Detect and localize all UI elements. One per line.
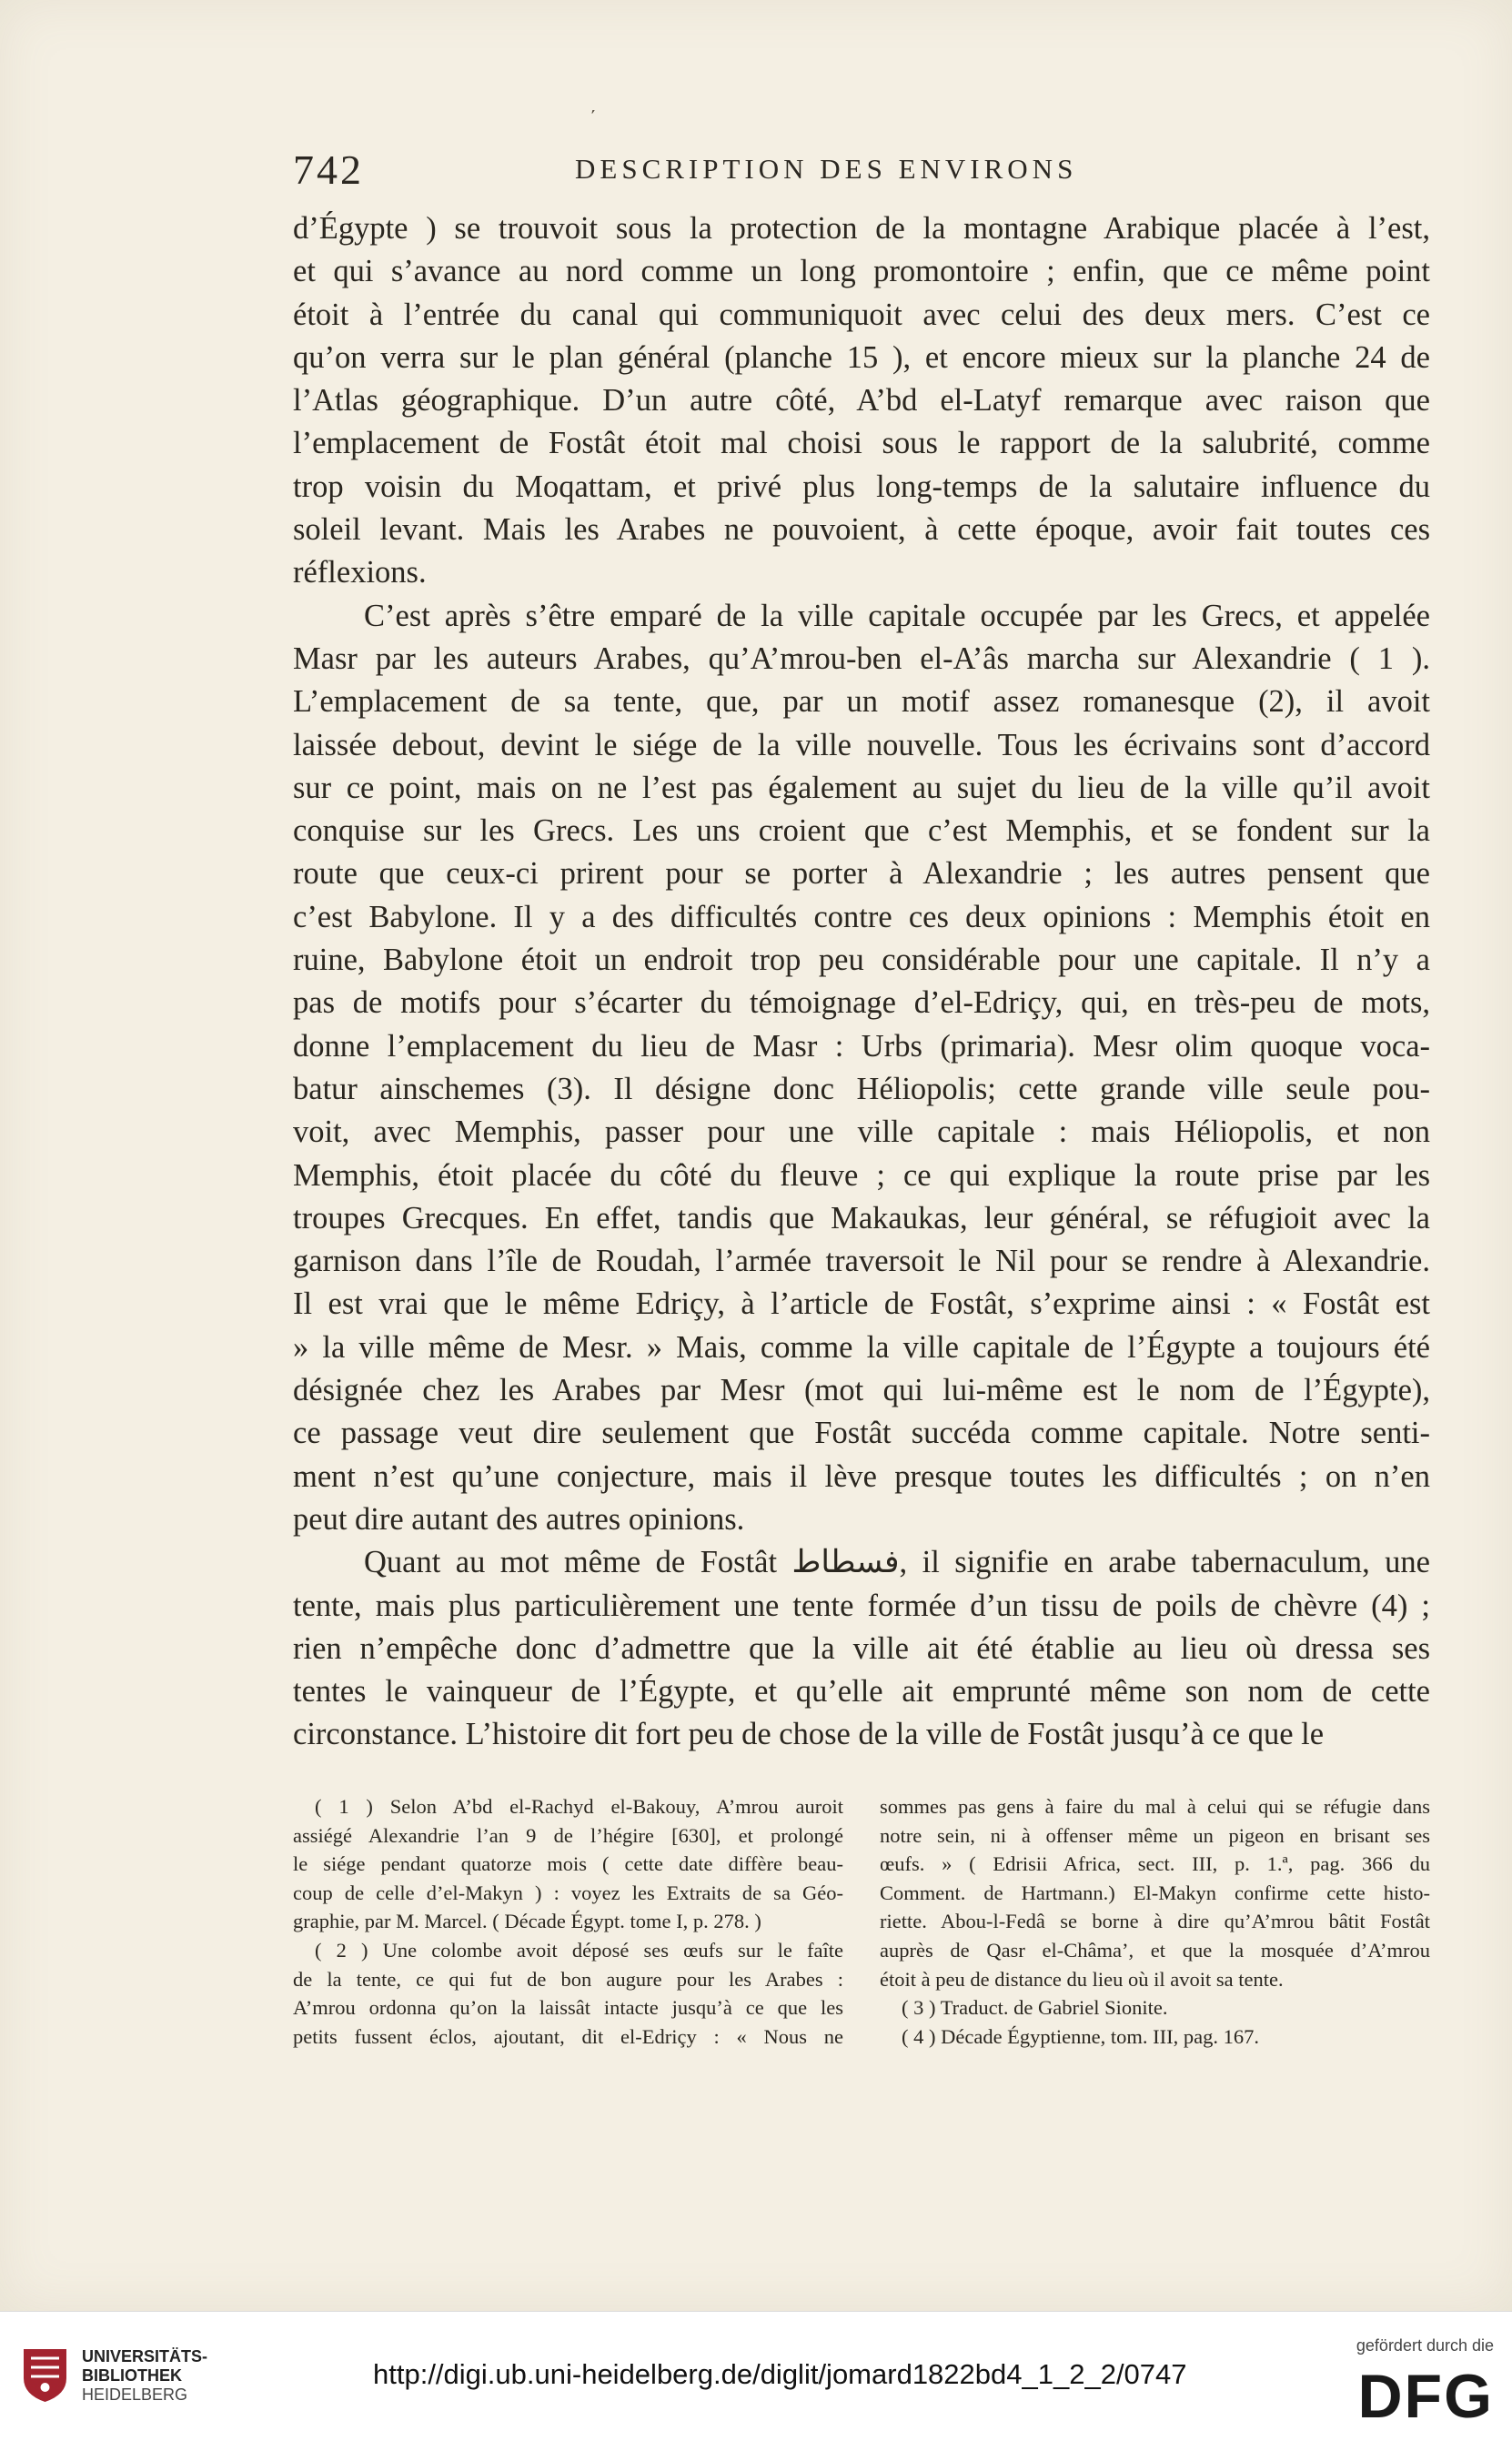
footnote-line: ( 4 ) Décade Égyptienne, tom. III, pag. 167. [902, 2024, 1259, 2048]
text-line: d’Égypte ) se trouvoit sous la protection de la montagne Arabique placée à l’est, [293, 211, 1430, 246]
text-line: » la ville même de Mesr. » Mais, comme la ville capitale de l’Égypte a toujours été [293, 1329, 1430, 1365]
text-line: route que ceux-ci prirent pour se porter à Alexandrie ; les autres pensent que [293, 856, 1430, 892]
text-line: laissée debout, devint le siége de la ville nouvelle. Tous les écrivains sont d’accord [293, 727, 1430, 762]
footnote-line: de la tente, ce qui fut de bon augure pour les Arabes : [293, 1967, 843, 1991]
footnote-line: Comment. de Hartmann.) El-Makyn confirme cette histo- [880, 1881, 1430, 1904]
institution-line: BIBLIOTHEK [82, 2366, 182, 2385]
institution-line: HEIDELBERG [82, 2386, 188, 2404]
footnote-line: coup de celle d’el-Makyn ) : voyez les Extraits de sa Géo- [293, 1881, 843, 1904]
institution-name [82, 2347, 207, 2405]
text-line: C’est après s’être emparé de la ville capitale occupée par les Grecs, et appelée [364, 598, 1430, 633]
text-line: conquise sur les Grecs. Les uns croient que c’est Memphis, et se fondent sur la [293, 813, 1430, 849]
text-line: l’emplacement de Fostât étoit mal choisi sous le rapport de la salubrité, comme [293, 426, 1430, 461]
page-mark: ʹ [590, 107, 597, 131]
text-line: peut dire autant des autres opinions. [293, 1501, 745, 1537]
footnote-line: assiégé Alexandrie l’an 9 de l’hégire [630], et prolongé [293, 1823, 843, 1847]
text-line: rien n’empêche donc d’admettre que la ville ait été établie au lieu où dressa ses [293, 1630, 1430, 1666]
footnotes [293, 1792, 1430, 2065]
text-line: Il est vrai que le même Edriçy, à l’article de Fostât, s’exprime ainsi : « Fostât est [293, 1286, 1430, 1322]
text-line: Masr par les auteurs Arabes, qu’A’mrou-ben el-A’âs marcha sur Alexandrie ( 1 ). [293, 641, 1430, 676]
text-line: donne l’emplacement du lieu de Masr : Urbs (primaria). Mesr olim quoque voca- [293, 1028, 1430, 1064]
document-url-link[interactable]: http://digi.ub.uni-heidelberg.de/diglit/jomard1822bd4_1_2_2/0747 [373, 2358, 1187, 2390]
text-line: L’emplacement de sa tente, que, par un motif assez romanesque (2), il avoit [293, 684, 1430, 720]
text-line: ruine, Babylone étoit un endroit trop peu considérable pour une capitale. Il n’y a [293, 943, 1430, 978]
text-line: tentes le vainqueur de l’Égypte, et qu’elle ait emprunté même son nom de cette [293, 1674, 1430, 1710]
footnote-line: sommes pas gens à faire du mal à celui qui se réfugie dans [880, 1795, 1430, 1818]
text-line: Quant au mot même de Fostât فسطاط, il signifie en arabe tabernaculum, une [364, 1545, 1430, 1580]
text-line: pas de motifs pour s’écarter du témoignage d’el-Edriçy, qui, en très-peu de mots, [293, 985, 1430, 1021]
body-text [293, 207, 1430, 1757]
text-line: étoit à l’entrée du canal qui communiquoit avec celui des deux mers. C’est ce [293, 297, 1430, 332]
university-seal-icon [20, 2347, 70, 2404]
footnote-line: graphie, par M. Marcel. ( Décade Égypt. tome I, p. 278. ) [293, 1910, 761, 1933]
text-line: réflexions. [293, 555, 427, 590]
footnote-line: notre sein, ni à offenser même un pigeon en brisant ses [880, 1823, 1430, 1847]
text-line: batur ainschemes (3). Il désigne donc Héliopolis; cette grande ville seule pou- [293, 1071, 1430, 1106]
text-line: qu’on verra sur le plan général (planche 15 ), et encore mieux sur la planche 24 de [293, 339, 1430, 375]
footnote-line: étoit à peu de distance du lieu où il avoit sa tente. [880, 1967, 1284, 1991]
text-line: trop voisin du Moqattam, et privé plus long-temps de la salutaire influence du [293, 469, 1430, 504]
text-line: troupes Grecques. En effet, tandis que Makaukas, leur général, se réfugioit avec la [293, 1200, 1430, 1236]
page-header [293, 146, 1203, 191]
text-line: sur ce point, mais on ne l’est pas également au sujet du lieu de la ville qu’il avoit [293, 770, 1430, 805]
footnotes-right-column [880, 1792, 1430, 2051]
text-line: voit, avec Memphis, passer pour une ville capitale : mais Héliopolis, et non [293, 1115, 1430, 1150]
text-line: garnison dans l’île de Roudah, l’armée traversoit le Nil pour se rendre à Alexandrie. [293, 1244, 1430, 1279]
running-title: DESCRIPTION DES ENVIRONS [575, 153, 1078, 185]
footnote-line: auprès de Qasr el-Châma’, et que la mosquée d’A’mrou [880, 1938, 1430, 1962]
text-line: désignée chez les Arabes par Mesr (mot qui lui-même est le nom de l’Égypte), [293, 1373, 1430, 1408]
dfg-logo: DFG [1357, 2362, 1494, 2431]
footnote-line: A’mrou ordonna qu’on la laissât intacte jusqu’à ce que les [293, 1996, 843, 2020]
text-line: tente, mais plus particulièrement une tente formée d’un tissu de poils de chèvre (4) ; [293, 1588, 1430, 1623]
footnote-line: ( 3 ) Traduct. de Gabriel Sionite. [902, 1996, 1168, 2020]
text-line: l’Atlas géographique. D’un autre côté, A’bd el-Latyf remarque avec raison que [293, 383, 1430, 419]
footnotes-left-column [293, 1792, 843, 2051]
footnote-line: le siége pendant quatorze mois ( cette date diffère beau- [293, 1852, 843, 1876]
text-line: ment n’est qu’une conjecture, mais il lève presque toutes les difficultés ; on n’en [293, 1458, 1430, 1494]
footnote-line: petits fussent éclos, ajoutant, dit el-Edriçy : « Nous ne [293, 2024, 843, 2048]
text-line: circonstance. L’histoire dit fort peu de chose de la ville de Fostât jusqu’à ce que le [293, 1717, 1325, 1752]
footnote-line: ( 2 ) Une colombe avoit déposé ses œufs sur le faîte [315, 1938, 843, 1962]
footnote-line: ( 1 ) Selon A’bd el-Rachyd el-Bakouy, A’mrou auroit [315, 1795, 843, 1818]
funded-by-label: gefördert durch die [1356, 2336, 1494, 2355]
text-line: ce passage veut dire seulement que Fostât succéda comme capitale. Notre senti- [293, 1416, 1430, 1451]
footnote-line: riette. Abou-l-Fedâ se borne à dire qu’A’mrou bâtit Fostât [880, 1910, 1430, 1933]
page-number: 742 [293, 146, 364, 193]
text-line: et qui s’avance au nord comme un long promontoire ; enfin, que ce même point [293, 254, 1430, 289]
text-line: Memphis, étoit placée du côté du fleuve ; ce qui explique la route prise par les [293, 1157, 1430, 1193]
text-line: soleil levant. Mais les Arabes ne pouvoient, à cette époque, avoir fait toutes ces [293, 512, 1430, 548]
institution-line: UNIVERSITÄTS- [82, 2347, 208, 2365]
text-line: c’est Babylone. Il y a des difficultés contre ces deux opinions : Memphis étoit en [293, 899, 1430, 934]
footnote-line: œufs. » ( Edrisii Africa, sect. III, p. 1.ª, pag. 366 du [880, 1852, 1430, 1876]
